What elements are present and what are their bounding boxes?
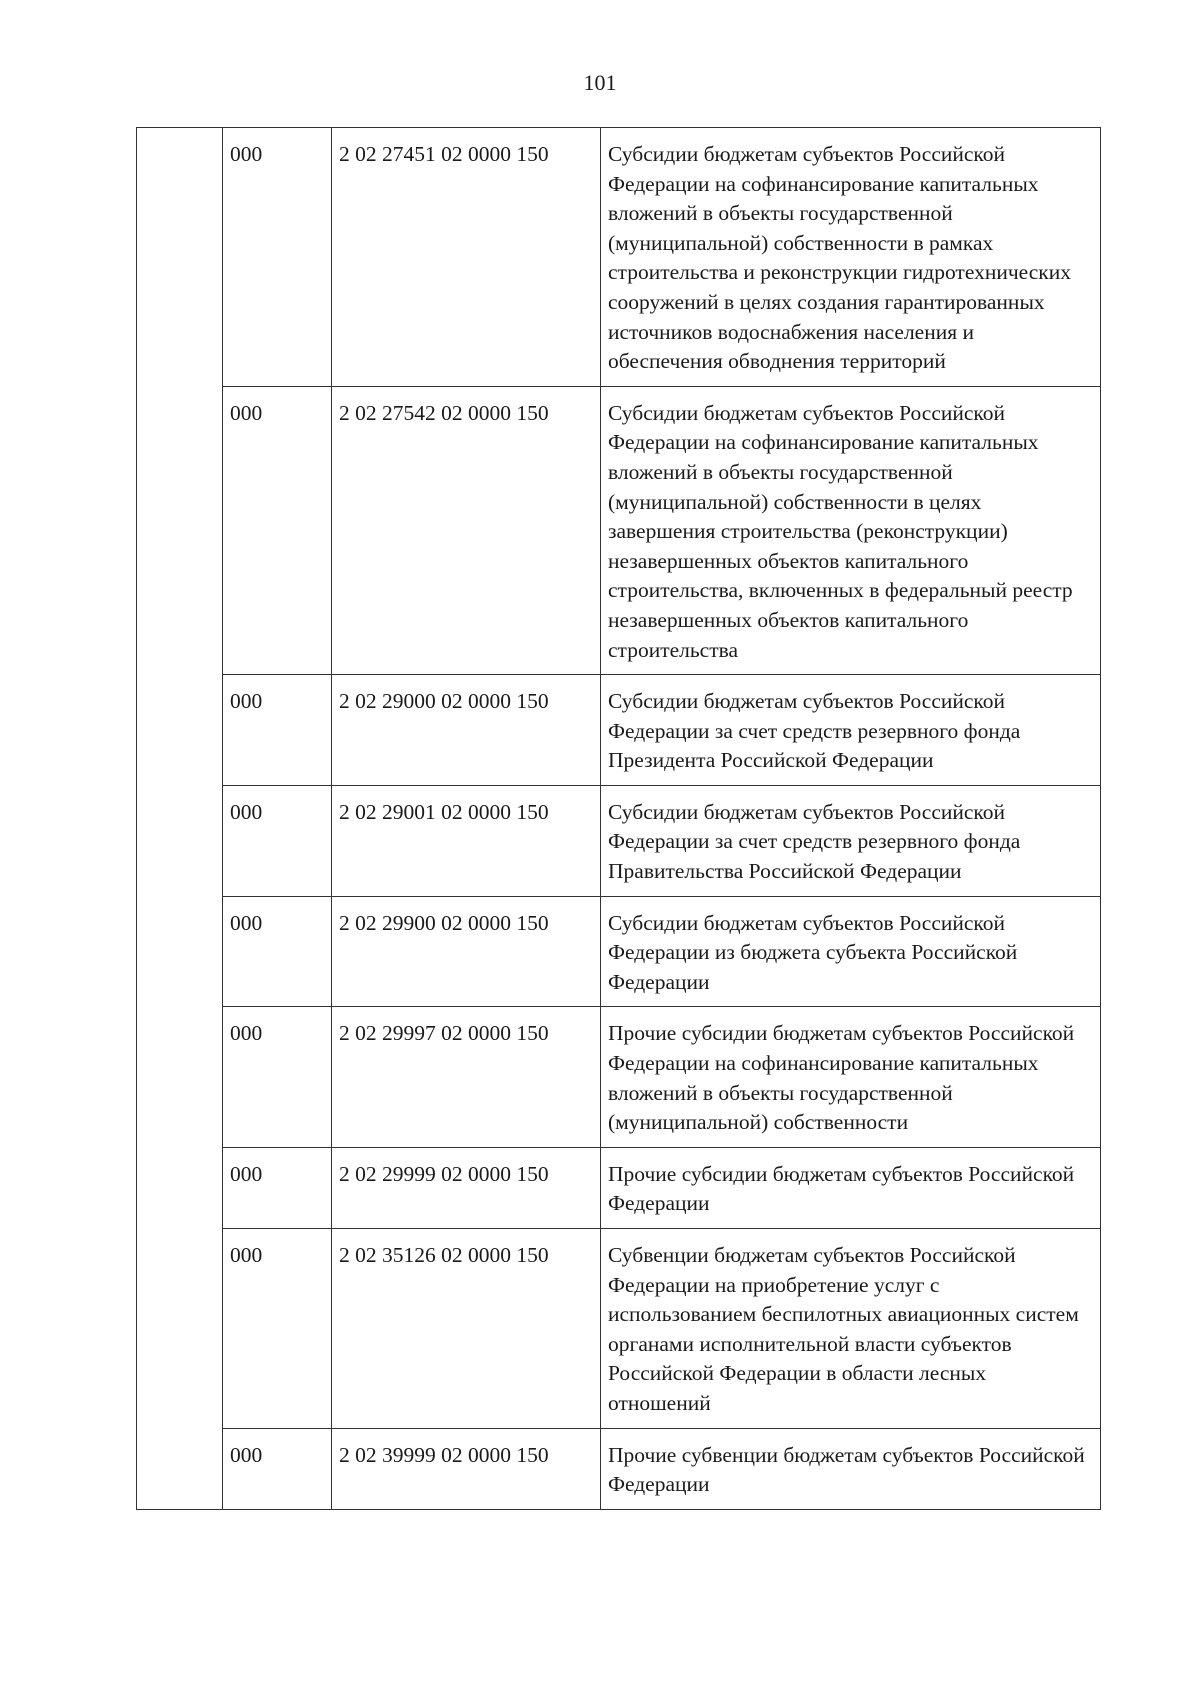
admin-code-cell: 000 (223, 386, 332, 674)
table-row (137, 1147, 1101, 1228)
budget-code-cell: 2 02 27451 02 0000 150 (332, 128, 601, 387)
description-cell: Субсидии бюджетам субъектов Российской Федерации на софинансирование капитальных вложений в объекты государственной (муниципальной) собственности в рамках строительства и реконструкции гидротехнических сооружений в целях создания гарантированных источников водоснабжения населения и обеспечения обводнения территорий (601, 128, 1101, 387)
budget-classification-table (136, 127, 1101, 1510)
description-cell: Прочие субсидии бюджетам субъектов Российской Федерации на софинансирование капитальных вложений в объекты государственной (муниципальной) собственности (601, 1007, 1101, 1147)
admin-code-cell: 000 (223, 1428, 332, 1509)
budget-code-cell: 2 02 29001 02 0000 150 (332, 785, 601, 896)
admin-code-cell: 000 (223, 1147, 332, 1228)
description-cell: Прочие субвенции бюджетам субъектов Российской Федерации (601, 1428, 1101, 1509)
description-cell: Прочие субсидии бюджетам субъектов Российской Федерации (601, 1147, 1101, 1228)
admin-code-cell: 000 (223, 128, 332, 387)
admin-code-cell: 000 (223, 675, 332, 786)
budget-code-cell: 2 02 29900 02 0000 150 (332, 896, 601, 1007)
table-row (137, 1007, 1101, 1147)
table-row (137, 896, 1101, 1007)
table-row (137, 675, 1101, 786)
budget-code-cell: 2 02 35126 02 0000 150 (332, 1229, 601, 1429)
admin-code-cell: 000 (223, 1229, 332, 1429)
description-cell: Субсидии бюджетам субъектов Российской Федерации за счет средств резервного фонда Правительства Российской Федерации (601, 785, 1101, 896)
budget-code-cell: 2 02 29999 02 0000 150 (332, 1147, 601, 1228)
table-row (137, 1229, 1101, 1429)
table-row (137, 128, 1101, 387)
admin-code-cell: 000 (223, 1007, 332, 1147)
table-row (137, 785, 1101, 896)
description-cell: Субсидии бюджетам субъектов Российской Федерации за счет средств резервного фонда Президента Российской Федерации (601, 675, 1101, 786)
table-row (137, 1428, 1101, 1509)
page-number: 101 (583, 70, 617, 95)
budget-code-cell: 2 02 39999 02 0000 150 (332, 1428, 601, 1509)
budget-code-cell: 2 02 29997 02 0000 150 (332, 1007, 601, 1147)
description-cell: Субсидии бюджетам субъектов Российской Федерации на софинансирование капитальных вложений в объекты государственной (муниципальной) собственности в целях завершения строительства (реконструкции) незавершенных объектов капитального строительства, включенных в федеральный реестр незавершенных объектов капитального строительства (601, 386, 1101, 674)
description-cell: Субсидии бюджетам субъектов Российской Федерации из бюджета субъекта Российской Федерации (601, 896, 1101, 1007)
budget-code-cell: 2 02 29000 02 0000 150 (332, 675, 601, 786)
budget-code-cell: 2 02 27542 02 0000 150 (332, 386, 601, 674)
admin-code-cell: 000 (223, 896, 332, 1007)
table-row (137, 386, 1101, 674)
blank-column-cell (137, 128, 223, 1510)
description-cell: Субвенции бюджетам субъектов Российской Федерации на приобретение услуг с использованием беспилотных авиационных систем органами исполнительной власти субъектов Российской Федерации в области лесных отношений (601, 1229, 1101, 1429)
admin-code-cell: 000 (223, 785, 332, 896)
